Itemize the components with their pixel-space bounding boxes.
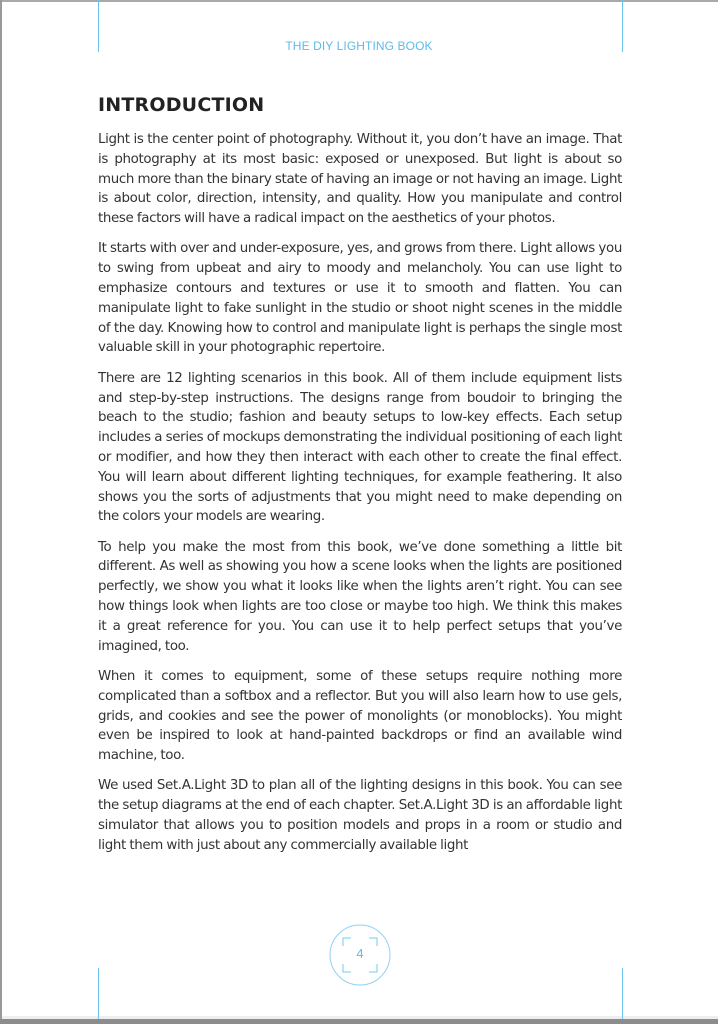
crop-mark-bottom-left — [98, 968, 99, 1019]
viewer-frame-bottom — [0, 1019, 718, 1024]
paragraph: We used Set.A.Light 3D to plan all of the lighting designs in this book. You can see the setup diagrams at the end of each chapter. Set.A.Light 3D is an affordable light simulator that allows you to position models and props in a room or studio and light them with just about any commercially available light — [98, 778, 622, 853]
paragraph: There are 12 lighting scenarios in this book. All of them include equipment lists and step-by-step instructions. The designs range from boudoir to bringing the beach to the studio; fashion and beauty setups to low-key effects. Each setup includes a series of mockups demonstrating the individual positioning of each light or modifier, and how they then interact with each other to create the final effect. You will learn about different lighting techniques, for example feathering. It also shows you the sorts of adjustments that you might need to make depending on the colors your models are wearing. — [98, 370, 622, 525]
body-text — [98, 130, 622, 866]
paragraph: To help you make the most from this book, we’ve done something a little bit different. As well as showing you how a scene looks when the lights are positioned perfectly, we show you what it looks like when the lights aren’t right. You can see how things look when lights are too close or maybe too high. We think this makes it a great reference for you. You can use it to help perfect setups that you’ve imagined, too. — [98, 539, 622, 654]
paragraph: Light is the center point of photography. Without it, you don’t have an image. That is photography at its most basic: exposed or unexposed. But light is about so much more than the binary state of having an image or not having an image. Light is about color, direction, intensity, and quality. How you manipulate and control these factors will have a radical impact on the aesthetics of your photos. — [98, 132, 622, 227]
section-title: INTRODUCTION — [98, 94, 265, 116]
viewer-frame-left — [0, 0, 2, 1024]
running-header: THE DIY LIGHTING BOOK — [285, 39, 433, 53]
viewer-frame-top — [0, 0, 718, 2]
page-number: 4 — [356, 946, 364, 961]
crop-mark-bottom-right — [622, 968, 623, 1019]
page-number-badge — [329, 924, 391, 986]
paragraph: It starts with over and under-exposure, yes, and grows from there. Light allows you to swing from upbeat and airy to moody and melancholy. You can use light to emphasize contours and textures or use it to smooth and flatten. You can manipulate light to fake sunlight in the studio or shoot night scenes in the middle of the day. Knowing how to control and manipulate light is perhaps the single most valuable skill in your photographic repertoire. — [98, 241, 622, 356]
paragraph: When it comes to equipment, some of these setups require nothing more complicated than a softbox and a reflector. But you will also learn how to use gels, grids, and cookies and see the power of monolights (or monoblocks). You might even be inspired to look at hand-painted backdrops or find an available wind machine, too. — [98, 668, 622, 764]
